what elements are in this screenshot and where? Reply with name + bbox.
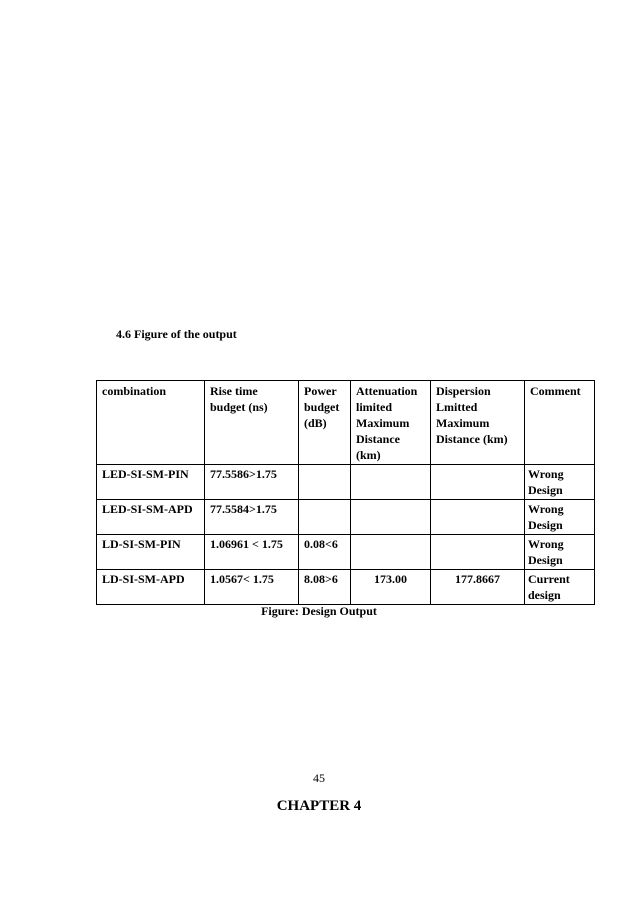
table-row (97, 500, 595, 535)
cell-comment: Wrong Design (525, 465, 595, 500)
figure-caption: Figure: Design Output (261, 604, 377, 618)
table-row (97, 535, 595, 570)
cell-power-budget (299, 465, 351, 500)
cell-attenuation-distance (351, 465, 431, 500)
cell-attenuation-distance (351, 500, 431, 535)
header-dispersion-limited-distance: Dispersion Lmitted Maximum Distance (km) (431, 381, 525, 465)
cell-comment: Current design (525, 570, 595, 605)
table-row (97, 465, 595, 500)
cell-combination: LED-SI-SM-APD (97, 500, 205, 535)
header-rise-time-budget: Rise time budget (ns) (205, 381, 299, 465)
chapter-heading: CHAPTER 4 (276, 798, 362, 814)
table-row (97, 570, 595, 605)
cell-combination: LED-SI-SM-PIN (97, 465, 205, 500)
cell-power-budget (299, 500, 351, 535)
header-comment: Comment (525, 381, 595, 465)
cell-dispersion-distance (431, 500, 525, 535)
header-power-budget: Power budget (dB) (299, 381, 351, 465)
cell-rise-time: 77.5584>1.75 (205, 500, 299, 535)
header-combination: combination (97, 381, 205, 465)
cell-comment: Wrong Design (525, 535, 595, 570)
cell-dispersion-distance (431, 465, 525, 500)
cell-dispersion-distance: 177.8667 (431, 570, 525, 605)
cell-power-budget: 0.08<6 (299, 535, 351, 570)
header-attenuation-limited-distance: Attenuation limited Maximum Distance (km) (351, 381, 431, 465)
page-number: 45 (313, 771, 325, 785)
table-header-row (97, 381, 595, 465)
design-output-table (96, 380, 595, 605)
cell-rise-time: 1.06961 < 1.75 (205, 535, 299, 570)
cell-rise-time: 1.0567< 1.75 (205, 570, 299, 605)
cell-power-budget: 8.08>6 (299, 570, 351, 605)
cell-attenuation-distance (351, 535, 431, 570)
section-heading: 4.6 Figure of the output (116, 327, 237, 341)
cell-comment: Wrong Design (525, 500, 595, 535)
cell-combination: LD-SI-SM-PIN (97, 535, 205, 570)
cell-attenuation-distance: 173.00 (351, 570, 431, 605)
cell-combination: LD-SI-SM-APD (97, 570, 205, 605)
cell-dispersion-distance (431, 535, 525, 570)
cell-rise-time: 77.5586>1.75 (205, 465, 299, 500)
